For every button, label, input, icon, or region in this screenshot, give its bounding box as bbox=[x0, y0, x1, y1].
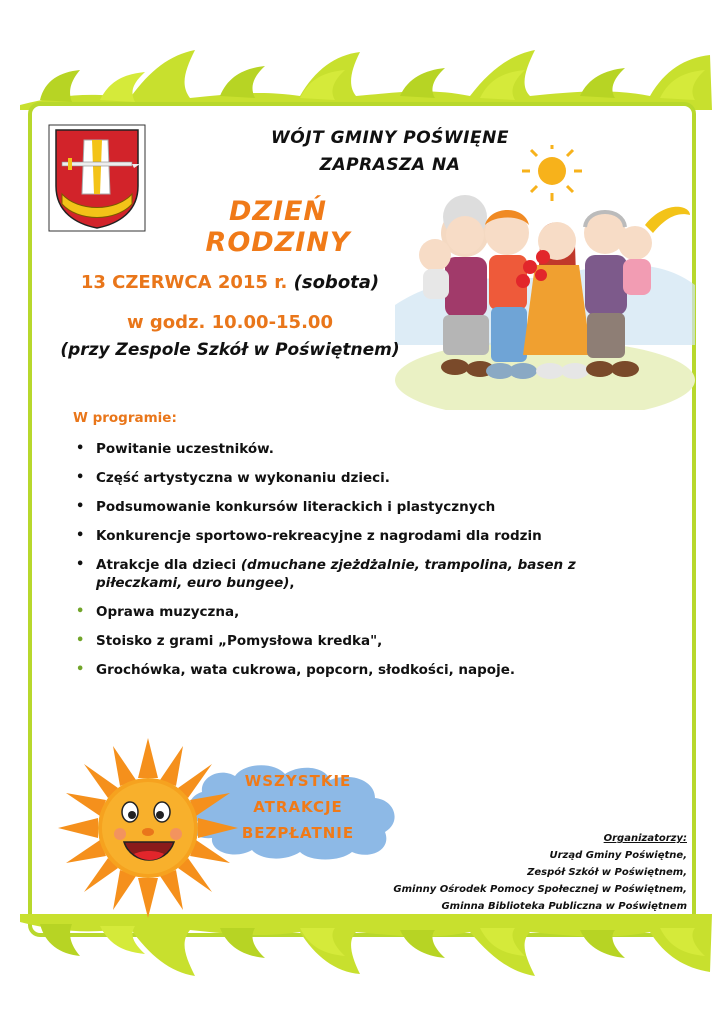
bullet-icon: • bbox=[76, 499, 85, 514]
header-line-2: ZAPRASZA NA bbox=[319, 155, 461, 175]
badge-line-1: WSZYSTKIE bbox=[244, 772, 352, 790]
badge-line-2: ATRAKCJE bbox=[253, 798, 343, 816]
program-heading: W programie: bbox=[73, 410, 177, 426]
program-item bbox=[70, 498, 630, 516]
family-illustration-icon bbox=[395, 145, 695, 410]
smiling-sun-icon bbox=[58, 738, 238, 918]
free-attractions-badge bbox=[238, 768, 358, 846]
event-day: (sobota) bbox=[293, 272, 380, 293]
coat-of-arms-icon bbox=[48, 124, 146, 232]
program-item-suffix: , bbox=[289, 575, 295, 591]
program-item bbox=[70, 632, 630, 650]
program-item-text: Stoisko z grami „Pomysłowa kredka", bbox=[96, 633, 383, 649]
program-item bbox=[70, 661, 630, 679]
program-item-text: Podsumowanie konkursów literackich i plastycznych bbox=[96, 499, 496, 515]
program-item-text: Atrakcje dla dzieci bbox=[96, 557, 241, 573]
program-list bbox=[70, 440, 630, 690]
organizer-item: Gminna Biblioteka Publiczna w Poświętnem bbox=[441, 901, 687, 912]
program-item bbox=[70, 603, 630, 621]
program-item-text: Powitanie uczestników. bbox=[96, 441, 274, 457]
grass-top-decoration bbox=[0, 0, 725, 110]
program-item bbox=[70, 556, 630, 592]
event-date: 13 CZERWCA 2015 r. bbox=[80, 272, 288, 293]
program-item-text: Grochówka, wata cukrowa, popcorn, słodkości, napoje. bbox=[96, 662, 515, 678]
bullet-icon: • bbox=[76, 470, 85, 485]
bullet-icon: • bbox=[76, 604, 85, 619]
bullet-icon: • bbox=[76, 528, 85, 543]
event-time: w godz. 10.00-15.00 bbox=[127, 312, 333, 333]
badge-line-3: BEZPŁATNIE bbox=[241, 824, 355, 842]
program-item-text: Oprawa muzyczna, bbox=[96, 604, 240, 620]
event-place: (przy Zespole Szkół w Poświętnem) bbox=[60, 340, 400, 360]
organizer-item: Gminny Ośrodek Pomocy Społecznej w Poświętnem, bbox=[393, 884, 687, 895]
organizers-heading: Organizatorzy: bbox=[603, 833, 687, 844]
event-date-line bbox=[60, 272, 400, 293]
program-item bbox=[70, 469, 630, 487]
bullet-icon: • bbox=[76, 441, 85, 456]
organizers-block bbox=[347, 830, 687, 915]
program-item-text: Część artystyczna w wykonaniu dzieci. bbox=[96, 470, 390, 486]
event-title: DZIEŃ RODZINY bbox=[205, 196, 351, 258]
bullet-icon: • bbox=[76, 633, 85, 648]
small-sun-icon bbox=[522, 145, 582, 201]
program-item-details: (dmuchane zjeżdżalnie, trampolina, basen z piłeczkami, euro bungee) bbox=[96, 557, 576, 591]
program-item bbox=[70, 440, 630, 458]
organizer-item: Urząd Gminy Poświętne, bbox=[549, 850, 687, 861]
bullet-icon: • bbox=[76, 557, 85, 572]
organizer-item: Zespół Szkół w Poświętnem, bbox=[527, 867, 687, 878]
bullet-icon: • bbox=[76, 662, 85, 677]
header-line-1: WÓJT GMINY POŚWIĘNE bbox=[271, 128, 509, 148]
grass-bottom-decoration bbox=[0, 914, 725, 1024]
program-item-text: Konkurencje sportowo-rekreacyjne z nagrodami dla rodzin bbox=[96, 528, 542, 544]
program-item bbox=[70, 527, 630, 545]
